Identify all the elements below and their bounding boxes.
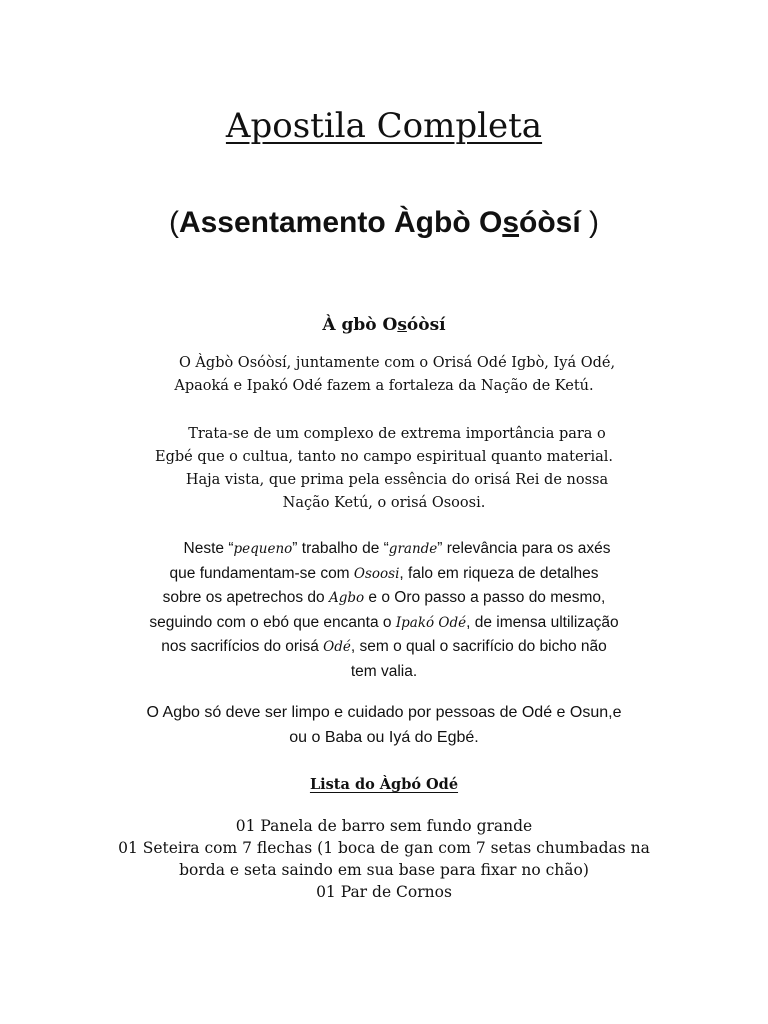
- section-heading-b: óòsí: [406, 315, 446, 335]
- text-run: , de imensa ultilização: [466, 613, 619, 631]
- paragraph-line: ou o Baba ou Iyá do Egbé.: [289, 729, 479, 746]
- italic-run: Osoosi: [353, 565, 400, 582]
- text-run: que fundamentam-se com: [169, 564, 354, 582]
- subtitle-close-paren: ): [589, 206, 600, 239]
- paragraph-line: O Agbo só deve ser limpo e cuidado por pessoas de Odé e Osun,e: [146, 704, 622, 721]
- paragraph-line: [100, 537, 668, 562]
- list-item: 01 Par de Cornos: [316, 883, 452, 901]
- text-run: Neste “: [183, 540, 234, 557]
- paragraph-line: tem valia.: [350, 662, 418, 680]
- paragraph-intro: [100, 352, 668, 398]
- subtitle-text-b: óòsí: [519, 206, 581, 239]
- text-run: e o Oro passo a passo do mesmo,: [364, 589, 606, 606]
- text-run: ” trabalho de “: [292, 540, 389, 557]
- italic-run: Odé: [323, 639, 351, 655]
- text-run: sobre os apetrechos do: [162, 589, 329, 606]
- italic-run: Ipakó Odé: [395, 614, 467, 631]
- paragraph-line: [100, 562, 668, 587]
- subtitle-text-a: Assentamento Àgbò O: [178, 206, 503, 239]
- paragraph-work: [100, 537, 668, 683]
- paragraph-line: O Àgbò Osóòsí, juntamente com o Orisá Odé Igbò, Iyá Odé,: [178, 355, 616, 371]
- text-run: nos sacrifícios do orisá: [161, 638, 324, 655]
- text-run: seguindo com o ebó que encanta o: [149, 613, 396, 631]
- subtitle-text-s: s: [502, 206, 520, 239]
- paragraph-line: Haja vista, que prima pela essência do orisá Rei de nossa: [185, 472, 609, 488]
- list-item: borda e seta saindo em sua base para fixar no chão): [179, 861, 589, 879]
- subtitle-open-paren: (: [168, 206, 179, 239]
- text-run: ” relevância para os axés: [437, 540, 611, 557]
- section-heading-s: s: [397, 315, 407, 335]
- document-title: Apostila Completa: [225, 106, 543, 146]
- italic-run: Agbo: [328, 590, 365, 606]
- text-run: , sem o qual o sacrifício do bicho não: [350, 638, 607, 655]
- list-item: 01 Seteira com 7 flechas (1 boca de gan com 7 setas chumbadas na: [118, 839, 650, 857]
- section-heading: [0, 315, 768, 335]
- paragraph-line: Apaoká e Ipakó Odé fazem a fortaleza da Nação de Ketú.: [174, 378, 594, 394]
- item-list: [84, 815, 684, 903]
- paragraph-line: Egbé que o cultua, tanto no campo espiritual quanto material.: [154, 449, 613, 465]
- section-heading-a: À gbò O: [322, 315, 398, 335]
- italic-run: pequeno: [233, 541, 293, 557]
- paragraph-line: Nação Ketú, o orisá Osoosi.: [282, 495, 486, 511]
- paragraph-complex: [100, 423, 668, 515]
- list-heading: Lista do Àgbó Odé: [309, 776, 459, 793]
- paragraph-line: [100, 586, 668, 611]
- paragraph-line: [100, 611, 668, 636]
- paragraph-line: Trata-se de um complexo de extrema importância para o: [188, 426, 606, 442]
- text-run: , falo em riqueza de detalhes: [399, 564, 599, 582]
- paragraph-line: [100, 635, 668, 660]
- document-subtitle: [0, 206, 768, 240]
- paragraph-agbo-care: [100, 700, 668, 750]
- list-item: 01 Panela de barro sem fundo grande: [235, 817, 533, 835]
- italic-run: grande: [388, 541, 438, 557]
